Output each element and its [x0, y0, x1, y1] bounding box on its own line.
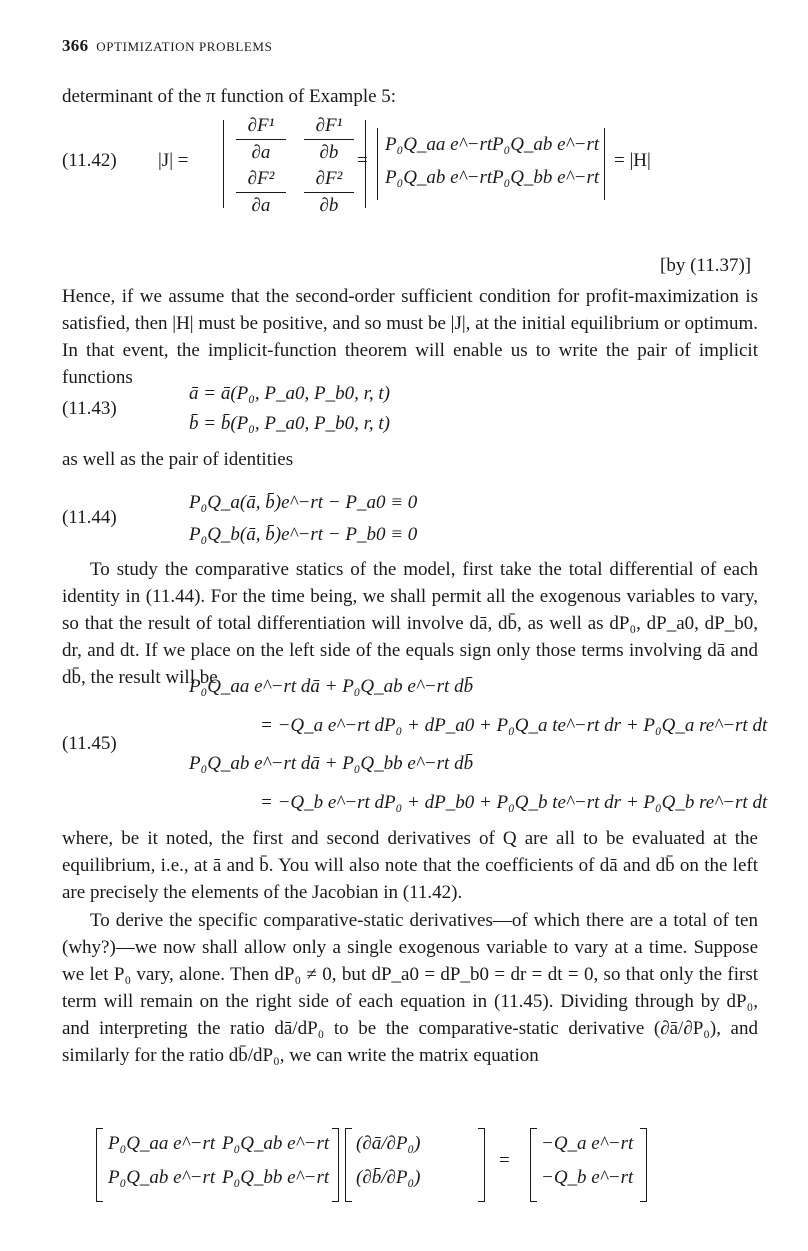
hessian-rhs: = |H| — [614, 150, 651, 171]
matrix-element: P₀Q_bb e^−rt — [222, 1167, 330, 1188]
vector-bracket-left — [345, 1128, 352, 1202]
intro-line: determinant of the π function of Example 5: — [62, 86, 397, 107]
paragraph: where, be it noted, the first and second derivatives of Q are all to be evaluated at the equilibrium, i.e., at ā and b̄. You will also note that the coefficients of dā and db̄ on the left are precisely the elements of the Jacobian in (11.42). — [62, 828, 758, 903]
paragraph: To derive the specific comparative-static derivatives—of which there are a total of ten (why?)—we now shall allow only a single exogenous variable to vary at a time. Suppose we let P₀ vary, alone. Then dP₀ ≠ 0, but dP_a0 = dP_b0 = dr = dt = 0, so that only the first term will remain on the right side of each equation in (11.45). Dividing through by dP₀, and interpreting the ratio dā/dP₀ to be the comparative-static derivative (∂ā/∂P₀), and similarly for the ratio db̄/dP₀, we can write the matrix equation — [62, 910, 758, 1066]
matrix-element: P₀Q_ab e^−rt — [222, 1133, 330, 1154]
running-header — [62, 36, 272, 56]
hessian-element: P₀Q_ab e^−rt — [492, 134, 600, 155]
equals-sign: = — [499, 1150, 510, 1171]
equation-number: (11.44) — [62, 507, 117, 528]
equation-line: P₀Q_aa e^−rt dā + P₀Q_ab e^−rt db̄ — [189, 676, 474, 697]
equation-line: P₀Q_a(ā, b̄)e^−rt − P_a0 ≡ 0 — [189, 492, 418, 513]
jacobian-element: ∂F² ∂b — [304, 168, 354, 217]
paragraph: Hence, if we assume that the second-order sufficient condition for profit-maximization is satisfied, then |H| must be positive, and so must be |J|, at the initial equilibrium or optimum. In that event, the implicit-function theorem will enable us to write the pair of implicit functions — [62, 286, 758, 388]
rhs-element: −Q_b e^−rt — [541, 1167, 634, 1188]
hessian-bar-right — [604, 128, 605, 200]
equation-line: = −Q_a e^−rt dP₀ + dP_a0 + P₀Q_a te^−rt dr + P₀Q_a re^−rt dt — [260, 715, 768, 736]
rhs-bracket-right — [640, 1128, 647, 1202]
equation-reference: [by (11.37)] — [660, 255, 752, 276]
matrix-bracket-right — [332, 1128, 339, 1202]
vector-element: (∂ā/∂P₀) — [356, 1133, 421, 1154]
equation-line: ā = ā(P₀, P_a0, P_b0, r, t) — [189, 383, 390, 404]
rhs-element: −Q_a e^−rt — [541, 1133, 634, 1154]
equation-number: (11.43) — [62, 398, 117, 419]
equation-number: (11.45) — [62, 733, 117, 754]
jacobian-element: ∂F¹ ∂a — [236, 115, 286, 164]
paragraph: as well as the pair of identities — [62, 449, 294, 470]
hessian-element: P₀Q_ab e^−rt — [385, 167, 493, 188]
matrix-element: P₀Q_aa e^−rt — [108, 1133, 216, 1154]
vector-bracket-right — [478, 1128, 485, 1202]
page-number: 366 — [62, 36, 89, 55]
jacobian-element: ∂F² ∂a — [236, 168, 286, 217]
equation-line: = −Q_b e^−rt dP₀ + dP_b0 + P₀Q_b te^−rt dr + P₀Q_b re^−rt dt — [260, 792, 768, 813]
rhs-bracket-left — [530, 1128, 537, 1202]
jacobian-element: ∂F¹ ∂b — [304, 115, 354, 164]
vector-element: (∂b̄/∂P₀) — [356, 1167, 421, 1188]
hessian-element: P₀Q_bb e^−rt — [492, 167, 600, 188]
equation-line: b̄ = b̄(P₀, P_a0, P_b0, r, t) — [189, 413, 390, 434]
paragraph: To study the comparative statics of the model, first take the total differential of each identity in (11.44). For the time being, we shall permit all the exogenous variables to vary, so that the result of total differentiation will involve dā, db̄, as well as dP₀, dP_a0, dP_b0, dr, and dt. If we place on the left side of the equals sign only those terms involving dā and db̄, the result will be — [62, 559, 758, 688]
equation-number: (11.42) — [62, 150, 117, 171]
jacobian-lhs: |J| = — [158, 150, 189, 171]
matrix-bracket-left — [96, 1128, 103, 1202]
matrix-element: P₀Q_ab e^−rt — [108, 1167, 216, 1188]
hessian-element: P₀Q_aa e^−rt — [385, 134, 493, 155]
equals-sign: = — [357, 150, 368, 171]
equation-line: P₀Q_b(ā, b̄)e^−rt − P_b0 ≡ 0 — [189, 524, 418, 545]
running-title: OPTIMIZATION PROBLEMS — [96, 39, 273, 54]
hessian-bar-left — [377, 128, 378, 200]
equation-line: P₀Q_ab e^−rt dā + P₀Q_bb e^−rt db̄ — [189, 753, 474, 774]
det-bar-left — [223, 120, 224, 208]
